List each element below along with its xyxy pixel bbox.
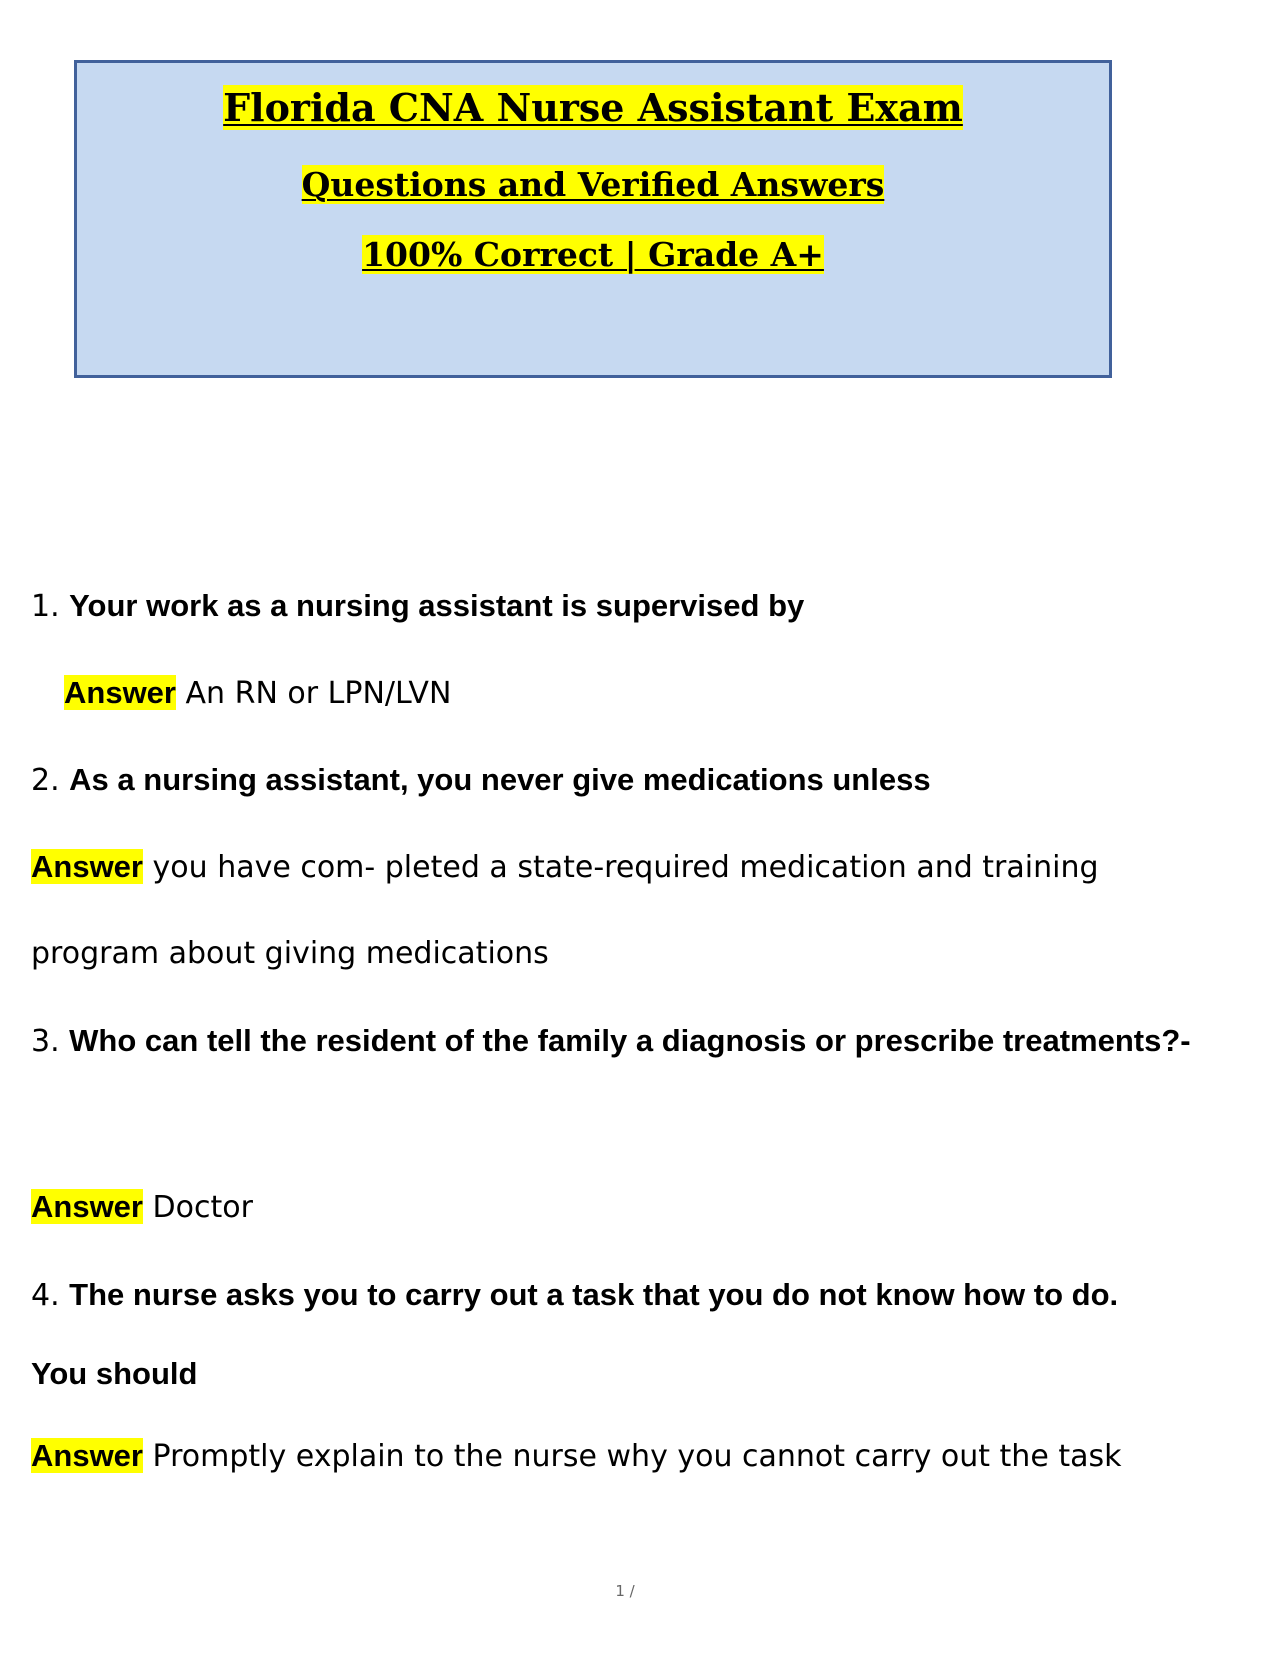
question-number: 2.: [31, 763, 60, 798]
answer-text: you have com- pleted a state-required medication and training: [152, 850, 1099, 885]
answer-text: program about giving medications: [31, 936, 549, 971]
answer-text: An RN or LPN/LVN: [185, 676, 452, 711]
question-number: 3.: [31, 1024, 60, 1059]
answer-label: Answer: [31, 849, 143, 884]
question-1: [31, 586, 804, 627]
answer-label: Answer: [31, 1438, 143, 1473]
question-text: Your work as a nursing assistant is supervised by: [69, 588, 805, 623]
answer-text: Promptly explain to the nurse why you cannot carry out the task: [152, 1439, 1122, 1474]
question-number: 1.: [31, 589, 60, 624]
question-text: As a nursing assistant, you never give medications unless: [69, 762, 931, 797]
answer-text: Doctor: [152, 1190, 253, 1225]
answer-label: Answer: [64, 675, 176, 710]
document-grade: 100% Correct | Grade A+: [362, 235, 824, 274]
page-number: 1 /: [615, 1582, 635, 1600]
document-title: Florida CNA Nurse Assistant Exam: [223, 85, 963, 130]
answer-3: [31, 1187, 253, 1228]
answer-2: [31, 847, 1099, 888]
question-4: [31, 1275, 1118, 1316]
document-subtitle: Questions and Verified Answers: [301, 165, 885, 204]
answer-label: Answer: [31, 1189, 143, 1224]
question-3: [31, 1021, 1191, 1062]
answer-2-continued: [31, 934, 549, 974]
question-text: You should: [31, 1356, 198, 1391]
question-number: 4.: [31, 1278, 60, 1313]
answer-4: [31, 1436, 1121, 1477]
question-text: The nurse asks you to carry out a task that you do not know how to do.: [69, 1277, 1119, 1312]
question-2: [31, 760, 931, 801]
question-text: Who can tell the resident of the family a diagnosis or prescribe treatments?-: [69, 1023, 1191, 1058]
answer-1: [64, 673, 451, 714]
title-box: [74, 60, 1112, 378]
question-4-continued: [31, 1354, 197, 1395]
